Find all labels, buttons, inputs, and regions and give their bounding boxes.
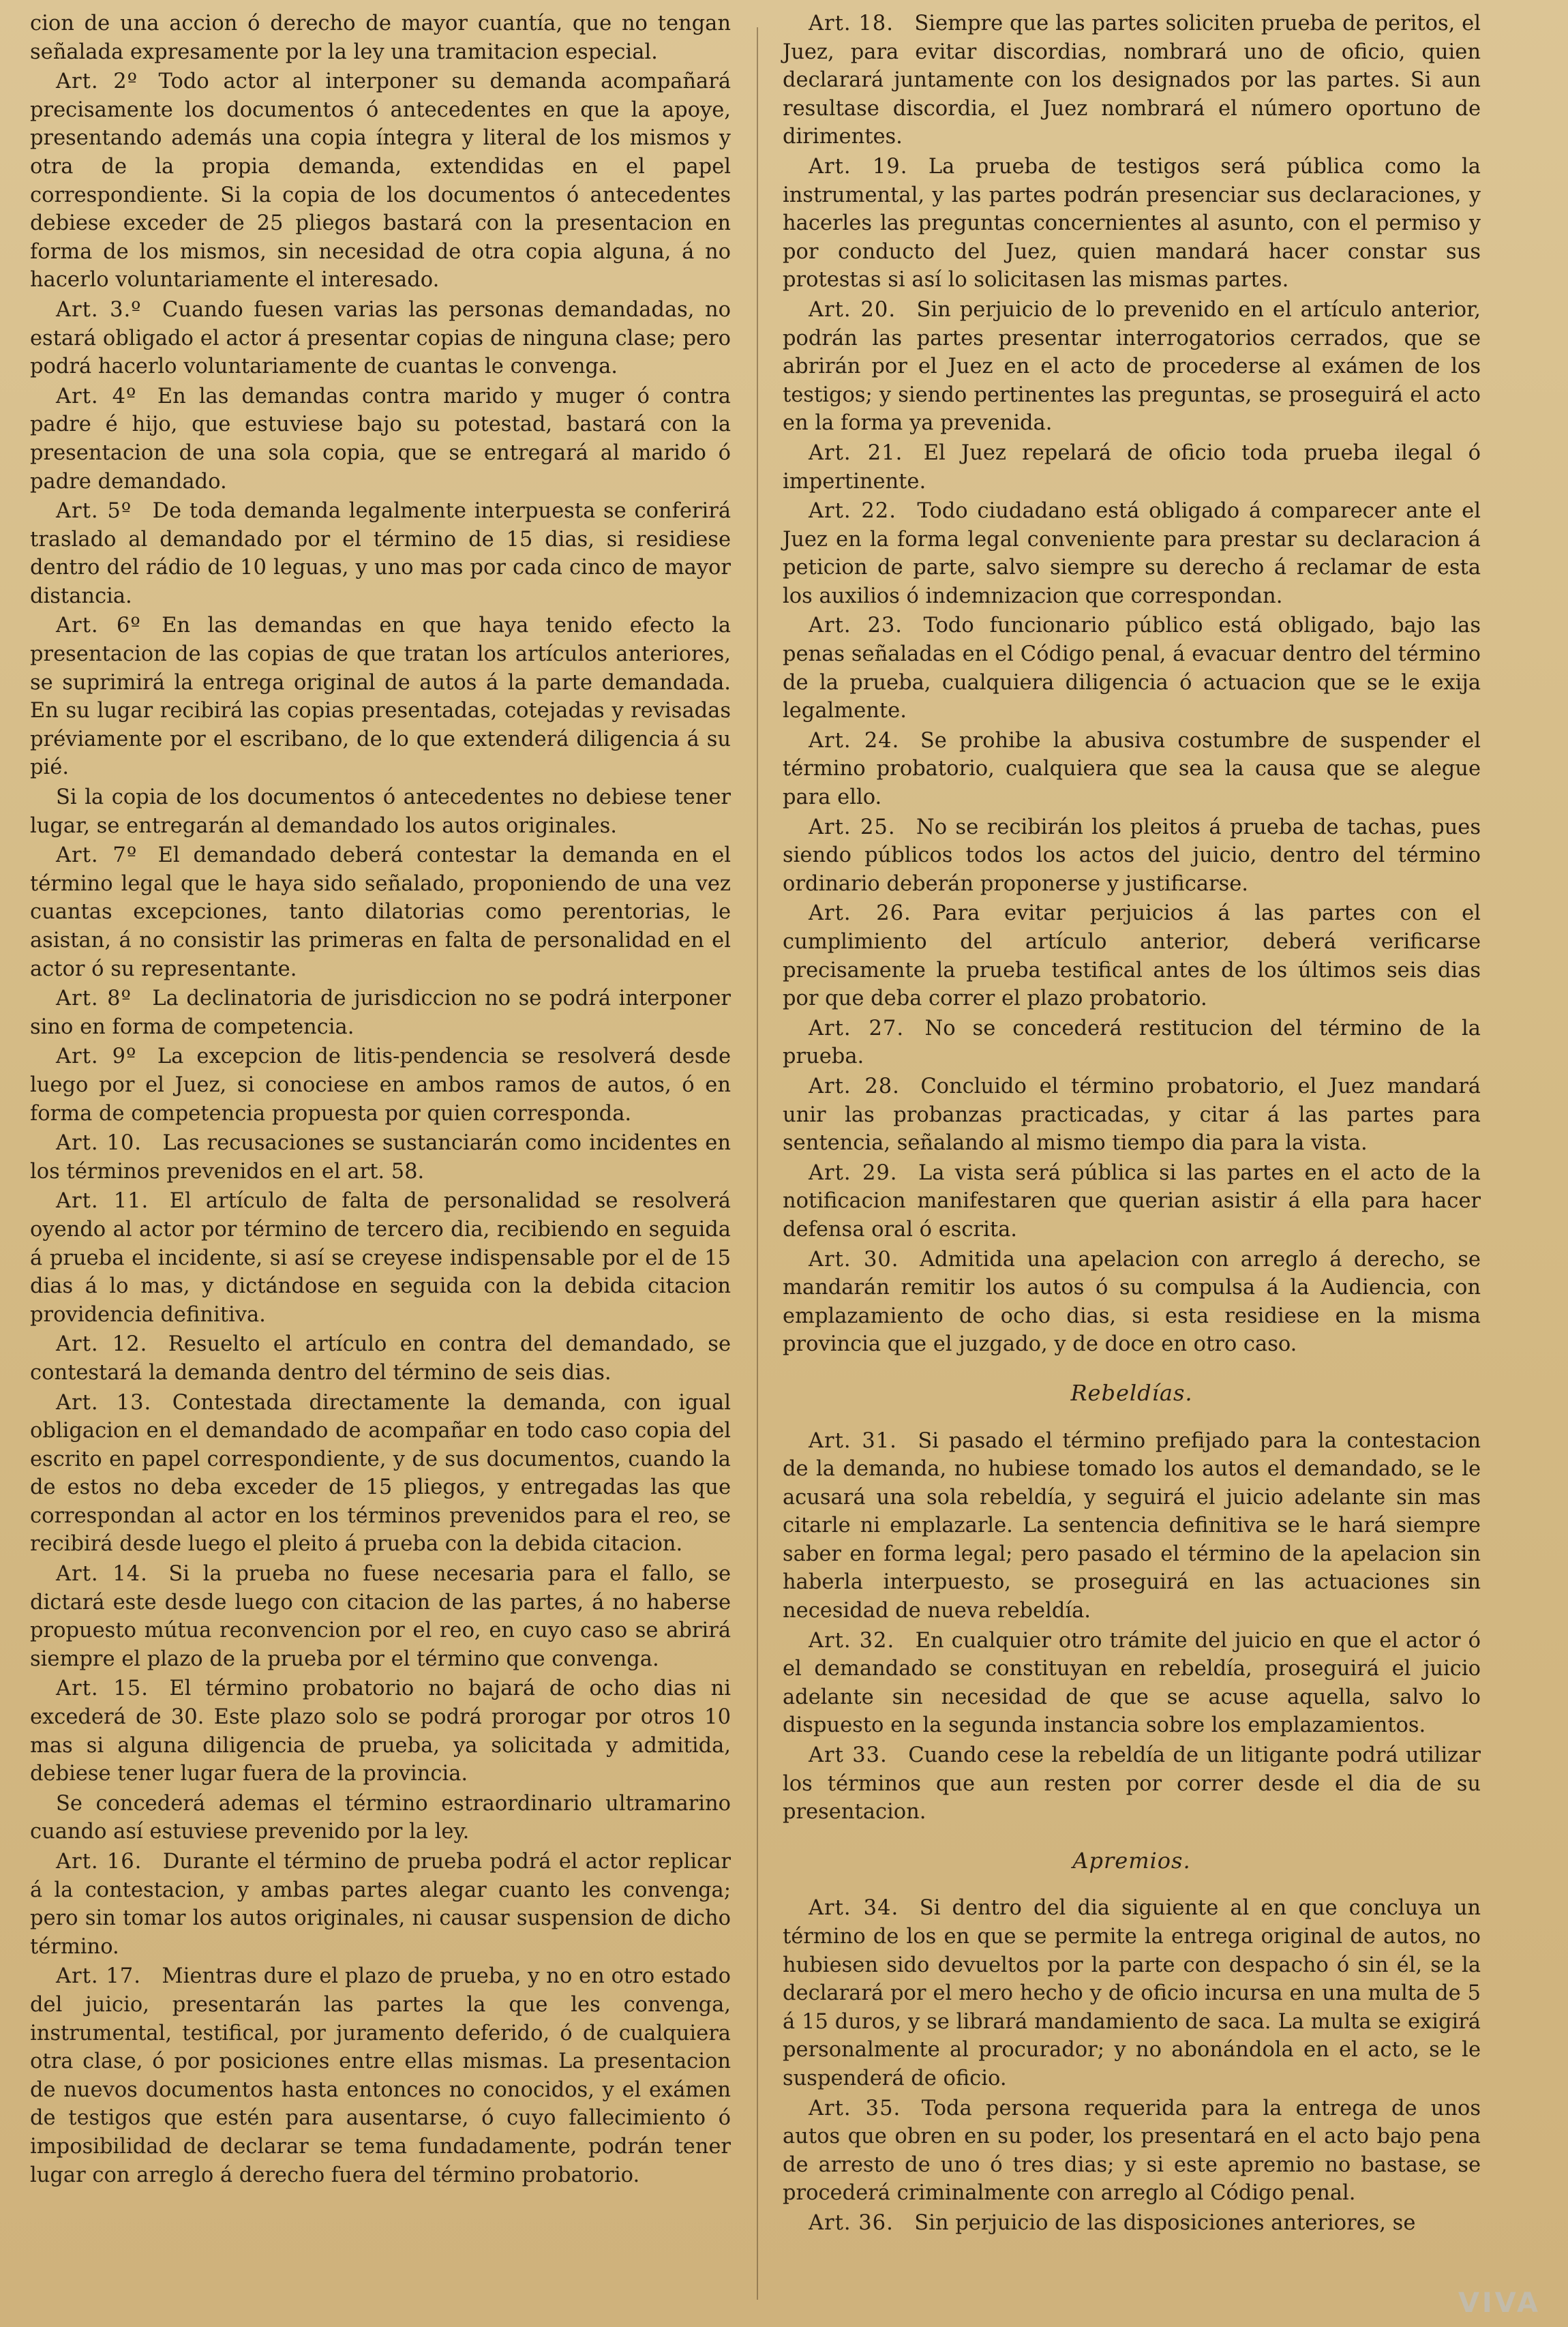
article-text: Las recusaciones se sustanciarán como incidentes en los términos prevenidos en el art. 58. (30, 1131, 731, 1184)
article-text: Siempre que las partes soliciten prueba de peritos, el Juez, para evitar discordias, nombrará uno de oficio, quien declarará juntamente con los designados por las partes. Si aun resultase discordia, el Juez nombrará el número oportuno de dirimentes. (783, 12, 1481, 149)
article-text: Contestada directamente la demanda, con igual obligacion en el demandado de acompañar en todo caso copia del escrito en papel correspondiente, y de sus documentos, cuando la de estos no deba exceder de 15 pliegos, y entregadas las que correspondan al actor en los términos prevenidos para el reo, se recibirá desde luego el pleito á prueba con la debida citacion. (30, 1390, 731, 1557)
article-number: Art. 8º (56, 987, 132, 1011)
article-number: Art. 36. (809, 2210, 894, 2235)
article-text: Sin perjuicio de lo prevenido en el artículo anterior, podrán las partes presentar interrogatorios cerrados, que se abrirán por el Juez en el acto de procederse al exámen de los testigos; y siendo pertinentes las preguntas, se proseguirá el acto en la forma ya prevenida. (783, 297, 1481, 436)
article-paragraph (783, 1159, 1481, 1244)
article-number: Art. 28. (809, 1074, 900, 1098)
article-number: Art. 16. (56, 1850, 142, 1874)
article-paragraph (783, 2209, 1481, 2238)
article-paragraph (30, 67, 731, 295)
article-number: Art. 22. (809, 499, 896, 524)
article-paragraph (783, 1894, 1481, 2092)
article-text: Todo ciudadano está obligado á comparecer ante el Juez en la forma legal conveniente para prestar su declaracion á peticion de parte, salvo siempre su derecho á reclamar de esta los auxilios ó indemnizacion que correspondan. (783, 499, 1481, 608)
article-paragraph (30, 1790, 731, 1846)
article-text: Cuando fuesen varias las personas demandadas, no estará obligado el actor á presentar copias de ninguna clase; pero podrá hacerlo voluntariamente de cuantas le convenga. (30, 297, 731, 379)
article-number: Art. 35. (809, 2096, 901, 2120)
article-paragraph (783, 296, 1481, 438)
article-number: Art. 15. (56, 1677, 149, 1701)
article-number: Art. 2º (56, 70, 138, 94)
article-number: Art. 4º (56, 384, 137, 408)
article-paragraph (783, 497, 1481, 610)
article-number: Art. 14. (56, 1562, 148, 1587)
article-text: El artículo de falta de personalidad se resolverá oyendo al actor por término de tercero dia, recibiendo en seguida á prueba el incidente, si así se creyese indispensable por el de 15 dias á lo mas, y dictándose en seguida con la debida citacion providencia definitiva. (30, 1189, 731, 1327)
article-number: Art. 18. (809, 12, 894, 35)
article-paragraph (783, 153, 1481, 295)
article-text: Si la copia de los documentos ó antecedentes no debiese tener lugar, se entregarán al demandado los autos originales. (30, 785, 731, 838)
article-paragraph (783, 10, 1481, 151)
article-text: En cualquier otro trámite del juicio en que el actor ó el demandado se constituyan en rebeldía, proseguirá el juicio adelante sin necesidad de que se acuse aquella, salvo lo dispuesto en la segunda instancia sobre los emplazamientos. (783, 1628, 1481, 1738)
article-paragraph (783, 899, 1481, 1012)
article-number: Art. 19. (809, 154, 908, 179)
article-number: Art. 31. (809, 1428, 897, 1453)
article-text: De toda demanda legalmente interpuesta se conferirá traslado al demandado por el término de 15 dias, si residiese dentro del rádio de 10 leguas, y uno mas por cada cinco de mayor distancia. (30, 499, 732, 608)
article-text: Se prohibe la abusiva costumbre de suspender el término probatorio, cualquiera que sea la causa que se alegue para ello. (783, 728, 1481, 810)
article-text: La declinatoria de jurisdiccion no se podrá interponer sino en forma de competencia. (30, 987, 731, 1039)
article-paragraph (30, 1848, 731, 1961)
column-divider (757, 27, 758, 2300)
article-number: Art. 27. (809, 1016, 905, 1040)
article-text: No se concederá restitucion del término de la prueba. (783, 1016, 1481, 1069)
article-number: Art. 6º (56, 614, 141, 638)
article-paragraph (30, 783, 731, 840)
section-heading-apremios: Apremios. (1072, 1847, 1191, 1874)
article-text: Si la prueba no fuese necesaria para el fallo, se dictará este desde luego con citacion de las partes, á no haberse propuesto mútua reconvencion por el reo, en cuyo caso se abrirá siempre el plazo de la prueba por el término que convenga. (30, 1562, 731, 1671)
article-text: El demandado deberá contestar la demanda en el término legal que le haya sido señalado, proponiendo de una vez cuantas excepciones, tanto dilatorias como perentorias, le asistan, á no consistir las primeras en falta de personalidad en el actor ó su representante. (30, 843, 731, 981)
article-text: Concluido el término probatorio, el Juez mandará unir las probanzas practicadas, y citar á las partes para sentencia, señalando al mismo tiempo dia para la vista. (783, 1074, 1481, 1156)
article-text: Sin perjuicio de las disposiciones anteriores, se (914, 2210, 1416, 2235)
article-number: Art. 26. (809, 901, 911, 926)
article-text: Admitida una apelacion con arreglo á derecho, se mandarán remitir los autos ó su compulsa á la Audiencia, con emplazamiento de ocho dias, si esta residiese en la misma provincia que el juzgado, y de doce en otro caso. (783, 1247, 1481, 1357)
article-number: Art. 17. (56, 1964, 141, 1989)
article-number: Art. 13. (56, 1390, 152, 1415)
article-text: Se concederá ademas el término estraordinario ultramarino cuando así estuviese prevenido por la ley. (30, 1791, 731, 1844)
article-number: Art 33. (809, 1743, 888, 1768)
article-paragraph (30, 382, 731, 496)
article-number: Art. 9º (56, 1045, 137, 1069)
article-paragraph (783, 2095, 1481, 2208)
watermark: VIVA (1458, 2287, 1541, 2319)
article-text: Si dentro del dia siguiente al en que concluya un término de los en que se permite la entrega original de autos, no hubiesen sido devueltos por la parte con despacho ó sin él, se la declarará por el mero hecho y de oficio incursa en una multa de 5 á 15 duros, y se librará mandamiento de saca. La multa se exigirá personalmente al procurador; y no abonándola en el acto, se le suspenderá de oficio. (783, 1896, 1481, 2090)
article-text: Todo actor al interponer su demanda acompañará precisamente los documentos ó antecedentes en que la apoye, presentando además una copia íntegra y literal de los mismos y otra de la propia demanda, extendidas en el papel correspondiente. Si la copia de los documentos ó antecedentes debiese exceder de 25 pliegos bastará con la presentacion en forma de los mismos, sin necesidad de otra copia alguna, á no hacerlo voluntariamente el interesado. (30, 70, 731, 292)
left-column (30, 10, 731, 2300)
article-paragraph (30, 985, 731, 1041)
article-paragraph (30, 1962, 731, 2189)
article-number: Art. 29. (809, 1160, 898, 1185)
article-paragraph (30, 1389, 731, 1559)
article-number: Art. 20. (809, 297, 896, 322)
right-column (783, 10, 1481, 2300)
article-paragraph (30, 1187, 731, 1329)
article-paragraph (783, 439, 1481, 496)
article-number: Art. 23. (809, 614, 903, 638)
article-text: La vista será pública si las partes en el acto de la notificacion manifestaren que querian asistir á ella para hacer defensa oral ó escrita. (783, 1160, 1481, 1242)
article-text: Cuando cese la rebeldía de un litigante podrá utilizar los términos que aun resten por correr desde el dia de su presentacion. (783, 1743, 1481, 1825)
article-number: Art. 7º (56, 843, 138, 868)
article-text: Durante el término de prueba podrá el actor replicar á la contestacion, y ambas partes alegar cuanto les convenga; pero sin tomar los autos originales, ni causar suspension de dicho término. (30, 1850, 731, 1959)
article-paragraph (30, 1675, 731, 1788)
article-text: Todo funcionario público está obligado, bajo las penas señaladas en el Código penal, á evacuar dentro del término de la prueba, cualquiera diligencia ó actuacion que se le exija legalmente. (783, 614, 1481, 723)
article-number: Art. 21. (809, 440, 903, 465)
article-paragraph (783, 727, 1481, 812)
article-number: Art. 25. (809, 815, 896, 839)
article-text: Si pasado el término prefijado para la contestacion de la demanda, no hubiese tomado los autos el demandado, se le acusará una sola rebeldía, y seguirá el juicio adelante sin mas citarle ni emplazarle. La sentencia definitiva se le hará siempre saber en forma legal; pero pasado el término de la apelacion sin haberla interpuesto, se proseguirá en las actuaciones sin necesidad de nueva rebeldía. (783, 1428, 1481, 1623)
article-text: Para evitar perjuicios á las partes con el cumplimiento del artículo anterior, deberá verificarse precisamente la prueba testifical antes de los últimos seis dias por que deba correr el plazo probatorio. (783, 901, 1481, 1011)
article-number: Art. 11. (56, 1189, 149, 1214)
article-paragraph (783, 1246, 1481, 1359)
article-text: La excepcion de litis-pendencia se resolverá desde luego por el Juez, si conociese en ambos ramos de autos, ó en forma de competencia propuesta por quien corresponda. (30, 1045, 732, 1126)
article-number: Art. 5º (56, 499, 132, 524)
article-paragraph (783, 1627, 1481, 1740)
article-paragraph (30, 10, 731, 66)
article-paragraph (783, 1015, 1481, 1071)
article-paragraph (783, 1741, 1481, 1827)
article-text: Resuelto el artículo en contra del demandado, se contestará la demanda dentro del término de seis dias. (30, 1332, 731, 1385)
article-number: Art. 3.º (56, 297, 142, 322)
section-heading-rebeldias: Rebeldías. (1070, 1379, 1193, 1406)
article-text: cion de una accion ó derecho de mayor cuantía, que no tengan señalada expresamente por la ley una tramitacion especial. (30, 12, 731, 64)
article-paragraph (30, 1042, 731, 1128)
article-text: No se recibirán los pleitos á prueba de tachas, pues siendo públicos todos los actos del juicio, dentro del término ordinario deberán proponerse y justificarse. (783, 815, 1481, 896)
article-text: El término probatorio no bajará de ocho dias ni excederá de 30. Este plazo solo se podrá prorogar por otros 10 mas si alguna diligencia de prueba, ya solicitada y admitida, debiese tener lugar fuera de la provincia. (30, 1677, 731, 1786)
article-paragraph (30, 612, 731, 782)
article-text: La prueba de testigos será pública como la instrumental, y las partes podrán presenciar sus declaraciones, y hacerles las preguntas concernientes al asunto, con el permiso y por conducto del Juez, quien mandará hacer constar sus protestas si así lo solicitasen las mismas partes. (783, 154, 1481, 292)
article-text: Mientras dure el plazo de prueba, y no en otro estado del juicio, presentarán las partes la que les convenga, instrumental, testifical, por juramento deferido, ó de cualquiera otra clase, ó por posiciones entre ellas mismas. La presentacion de nuevos documentos hasta entonces no conocidos, y el exámen de testigos que estén para ausentarse, ó cuyo fallecimiento ó imposibilidad de declarar se tema fundadamente, podrán tener lugar con arreglo á derecho fuera del término probatorio. (30, 1964, 732, 2187)
article-paragraph (783, 1072, 1481, 1158)
article-paragraph (30, 1560, 731, 1673)
article-number: Art. 10. (56, 1131, 142, 1156)
article-number: Art. 12. (56, 1332, 148, 1357)
article-text: Toda persona requerida para la entrega de unos autos que obren en su poder, los presentará en el acto bajo pena de arresto de uno ó tres dias; y si este apremio no bastase, se procederá criminalmente con arreglo al Código penal. (783, 2096, 1481, 2206)
article-paragraph (783, 612, 1481, 725)
article-paragraph (30, 296, 731, 381)
article-paragraph (30, 1330, 731, 1387)
article-text: En las demandas contra marido y muger ó contra padre é hijo, que estuviese bajo su potestad, bastará con la presentacion de una sola copia, que se entregará al marido ó padre demandado. (30, 384, 731, 494)
article-number: Art. 34. (809, 1896, 899, 1921)
article-number: Art. 30. (809, 1247, 899, 1272)
article-paragraph (783, 813, 1481, 899)
article-paragraph (30, 497, 731, 610)
article-paragraph (30, 1129, 731, 1186)
article-text: El Juez repelará de oficio toda prueba ilegal ó impertinente. (783, 440, 1481, 494)
article-number: Art. 32. (809, 1628, 895, 1653)
article-paragraph (783, 1427, 1481, 1625)
article-text: En las demandas en que haya tenido efecto la presentacion de las copias de que tratan los artículos anteriores, se suprimirá la entrega original de autos á la parte demandada. En su lugar recibirá las copias presentadas, cotejadas y revisadas préviamente por el escribano, de lo que extenderá diligencia á su pié. (30, 614, 732, 780)
article-number: Art. 24. (809, 728, 900, 753)
article-paragraph (30, 841, 731, 983)
